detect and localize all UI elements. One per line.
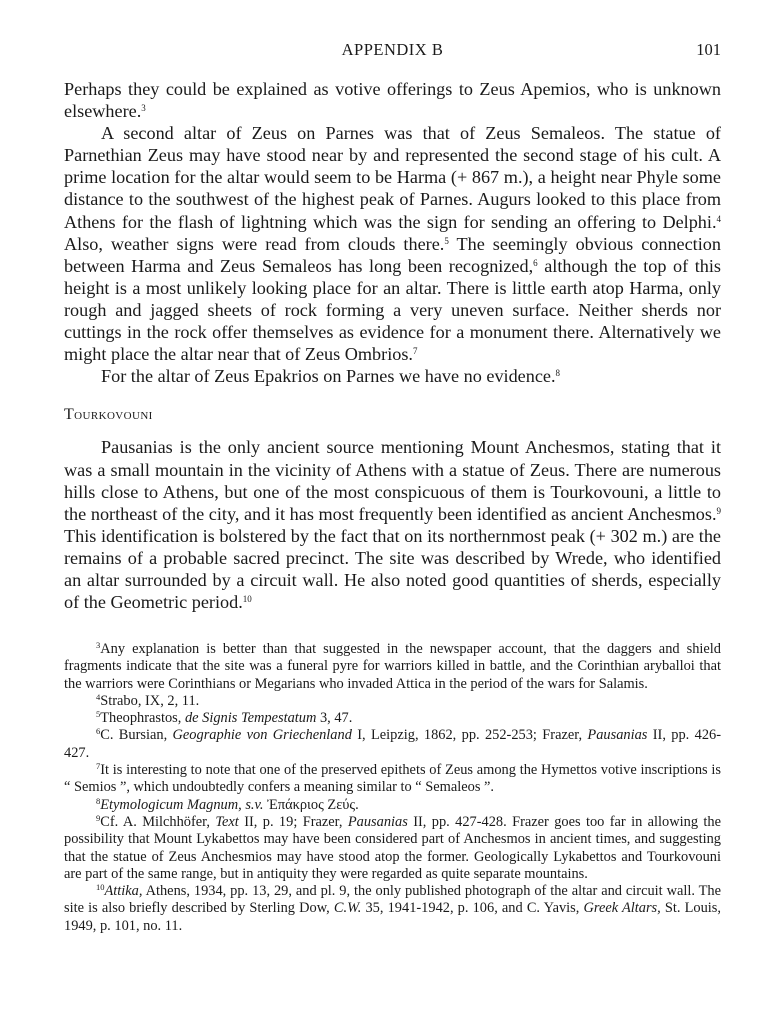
footnotes — [64, 641, 721, 935]
footnote-ref: 5 — [444, 235, 449, 246]
footnote-ref: 3 — [141, 103, 146, 114]
footnote-9: $^9$Cf. A. Milchhöfer, Text II, p. 19; Frazer, Pausanias II, pp. 427-428. Frazer goes too far in allowing the possibility that Mount Lykabettos may have been considered part of Anchesmos in ancient times, and suggesting that the statue of Zeus Anchesmios may have stood atop the former. Geologically Lykabettos and Tourkovouni are part of the same range, but in antiquity they were regarded as quite separate mountains. — [64, 812, 721, 882]
footnote-ref: 10 — [242, 594, 252, 605]
footnote-3: $^3$Any explanation is better than that suggested in the newspaper account, that the daggers and shield fragments indicate that the site was a funeral pyre for warriors killed in battle, and the Corinthian aryballoi that the warriors were Corinthians or Megarians who invaded Attica in the period of the wars for Salamis. — [64, 640, 721, 692]
paragraph-2: A second altar of Zeus on Parnes was that of Zeus Semaleos. The statue of Parnethian Zeus may have stood near by and represented the second stage of his cult. A prime location for the altar would seem to be Harma (+ 867 m.), a height near Phyle some distance to the southwest of the highest peak of Parnes. Augurs looked to this place from Athens for the flash of lightning which was the sign for sending an offering to Delphi.$^4$ Also, weather signs were read from clouds there.$^5$ The seemingly obvious connection between Harma and Zeus Semaleos has long been recognized,$^6$ although the top of this height is a most unlikely looking place for an altar. There is little earth atop Harma, only rough and jagged sheets of rock forming a very uneven surface. Neither sherds nor cuttings in the rock offer themselves as evidence for a monument there. Alternatively we might place the altar near that of Zeus Ombrios.$^7$ — [64, 123, 721, 365]
footnote-ref: 9 — [716, 505, 721, 516]
footnote-ref: 4 — [716, 213, 721, 224]
paragraph-3: For the altar of Zeus Epakrios on Parnes we have no evidence.$^8$ — [101, 366, 561, 387]
page-header — [64, 40, 721, 64]
footnote-ref: 8 — [555, 368, 561, 379]
running-head: APPENDIX B — [341, 40, 444, 59]
footnote-ref: 7 — [412, 346, 418, 357]
footnote-8: $^8$Etymologicum Magnum, s.v. Ἐπάκριος Ζεύς. — [96, 795, 359, 813]
footnote-6: $^6$C. Bursian, Geographie von Griechenland I, Leipzig, 1862, pp. 252-253; Frazer, Pausanias II, pp. 426-427. — [64, 726, 722, 761]
paragraph-1: Perhaps they could be explained as votive offerings to Zeus Apemios, who is unknown elsewhere.$^3$ — [64, 79, 721, 122]
page-number: 101 — [696, 40, 721, 59]
paragraph-4: Pausanias is the only ancient source mentioning Mount Anchesmos, stating that it was a small mountain in the vicinity of Athens with a statue of Zeus. There are numerous hills close to Athens, but one of the most conspicuous of them is Tourkovouni, a little to the northeast of the city, and it has most frequently been identified as ancient Anchesmos.$^9$ This identification is bolstered by the fact that on its northernmost peak (+ 302 m.) are the remains of a probable sacred precinct. The site was described by Wrede, who identified an altar surrounded by a circuit wall. He also noted good quantities of sherds, especially of the Geometric period.$^{10}$ — [64, 437, 721, 613]
main-text — [64, 78, 721, 613]
footnote-4: $^4$Strabo, IX, 2, 11. — [96, 691, 200, 709]
footnote-5: $^5$Theophrastos, de Signis Tempestatum 3, 47. — [96, 709, 353, 727]
footnote-ref: 6 — [533, 257, 538, 268]
footnote-7: $^7$It is interesting to note that one of the preserved epithets of Zeus among the Hymettos votive inscriptions is “ Semios ”, which undoubtedly confers a meaning similar to “ Semaleos ”. — [64, 761, 721, 796]
section-heading: Tourkovouni — [64, 406, 153, 424]
footnote-10: $^{10}$Attika, Athens, 1934, pp. 13, 29, and pl. 9, the only published photograph of the altar and circuit wall. The site is also briefly described by Sterling Dow, C.W. 35, 1941-1942, p. 106, and C. Yavis, Greek Altars, St. Louis, 1949, p. 101, no. 11. — [64, 882, 721, 934]
